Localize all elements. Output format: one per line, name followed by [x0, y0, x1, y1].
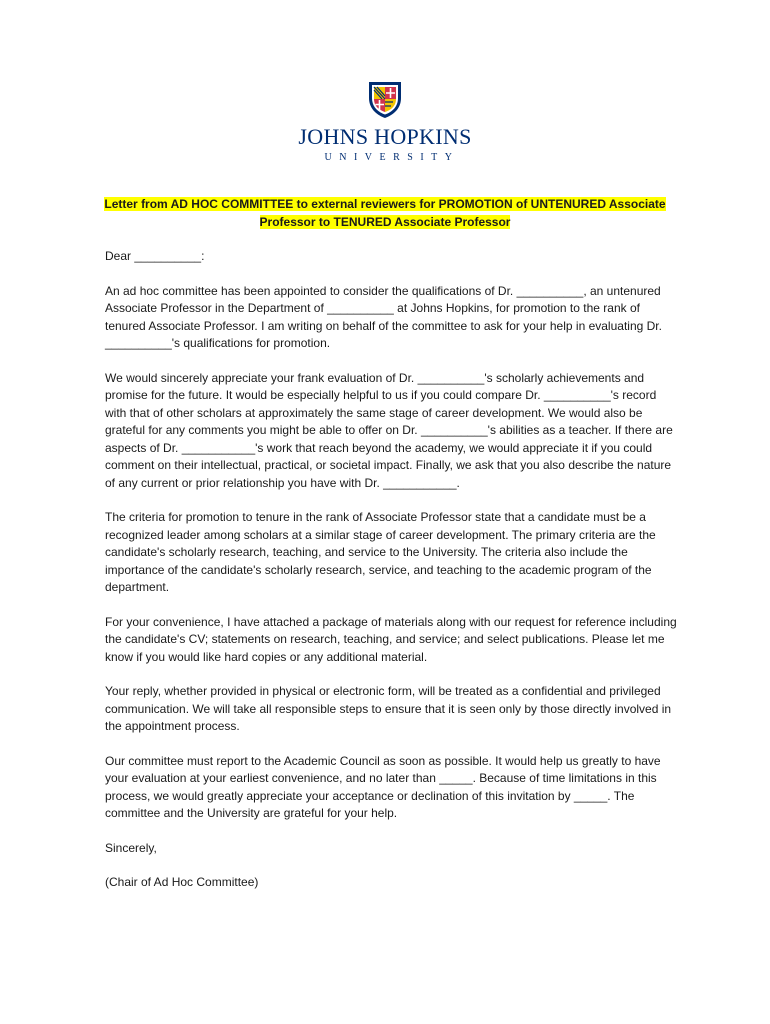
letter-title [90, 195, 680, 231]
paragraph-3: The criteria for promotion to tenure in the rank of Associate Professor state that a candidate must be a recognized leader among scholars at a similar stage of career development. The primary criteria are the candidate's scholarly research, teaching, and service to the University. The criteria also include the importance of the candidate's scholarly research, service, and teaching to the academic program of the department. [105, 510, 656, 594]
letter-body [105, 248, 680, 909]
paragraph-5: Your reply, whether provided in physical or electronic form, will be treated as a confidential and privileged communication. We will take all responsible steps to ensure that it is seen only by those directly involved in the appointment process. [105, 684, 672, 733]
logo-wordmark: JOHNS HOPKINS [298, 124, 472, 149]
shield-icon [367, 80, 403, 120]
letter-title-text: Letter from AD HOC COMMITTEE to external reviewers for PROMOTION of UNTENURED Associate Professor to TENURED Associate Professor [104, 197, 666, 229]
university-logo [0, 80, 770, 163]
paragraph-2: We would sincerely appreciate your frank evaluation of Dr. __________'s scholarly achievements and promise for the future. It would be especially helpful to us if you could compare Dr. __________'s record with that of other scholars at approximately the same stage of career development. We would also be grateful for any comments you might be able to offer on Dr. __________'s abilities as a teacher. If there are aspects of Dr. ___________'s work that reach beyond the academy, we would appreciate it if you could comment on their intellectual, practical, or societal impact. Finally, we ask that you also describe the nature of any current or prior relationship you have with Dr. ___________. [105, 370, 673, 490]
salutation: Dear __________: [105, 249, 205, 263]
logo-subtitle: UNIVERSITY [324, 152, 460, 163]
paragraph-6: Our committee must report to the Academic Council as soon as possible. It would help us greatly to have your evaluation at your earliest convenience, and no later than _____. Because of time limitations in this process, we would greatly appreciate your acceptance or declination of this invitation by _____. The committee and the University are grateful for your help. [105, 753, 661, 820]
signature: (Chair of Ad Hoc Committee) [105, 875, 259, 889]
paragraph-1: An ad hoc committee has been appointed to consider the qualifications of Dr. __________, an untenured Associate Professor in the Department of __________ at Johns Hopkins, for promotion to the rank of tenured Associate Professor. I am writing on behalf of the committee to ask for your help in evaluating Dr. __________'s qualifications for promotion. [105, 283, 662, 350]
paragraph-4: For your convenience, I have attached a package of materials along with our request for reference including the candidate's CV; statements on research, teaching, and service; and select publications. Please let me know if you would like hard copies or any additional material. [105, 614, 677, 664]
closing: Sincerely, [105, 840, 157, 855]
